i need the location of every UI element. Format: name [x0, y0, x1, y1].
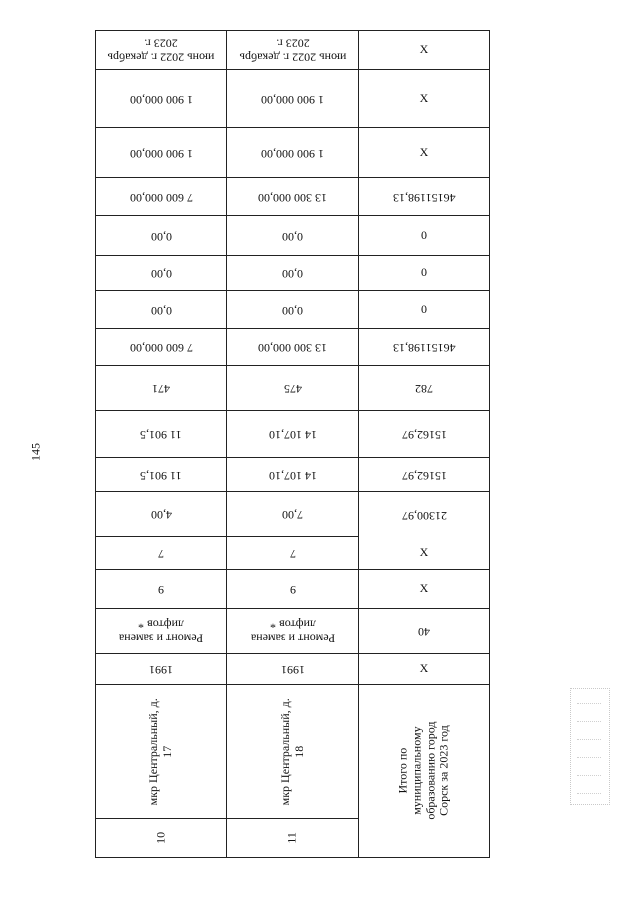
cell-text: 14 107,10	[268, 468, 317, 483]
table-cell	[95, 685, 227, 819]
table-cell	[227, 537, 359, 570]
cell-text: 0,00	[282, 303, 303, 318]
cell-text: 1 900 000,00	[129, 146, 193, 161]
table-cell	[359, 537, 490, 570]
cell-text: 0,00	[150, 266, 172, 281]
cell-text: 1 900 000,00	[261, 92, 324, 107]
page-number: 145	[28, 443, 43, 461]
cell-text: 782	[415, 381, 433, 396]
table-cell	[227, 654, 359, 685]
table-cell	[95, 366, 227, 411]
cell-text: 15162,97	[401, 427, 447, 442]
cell-text: 1991	[280, 662, 305, 677]
cell-text: X	[419, 581, 429, 596]
table-cell	[227, 70, 359, 128]
cell-text: 13 300 000,00	[258, 190, 327, 205]
cell-text: 13 300 000,00	[258, 340, 327, 355]
table-cell	[359, 570, 490, 609]
table-cell	[227, 685, 359, 819]
cell-text: 11	[284, 832, 299, 844]
table-cell	[227, 329, 359, 366]
cell-text: 46151198,13	[392, 190, 456, 205]
cell-text: 14 107,10	[268, 427, 317, 442]
table-cell	[359, 609, 490, 654]
table-cell	[95, 654, 227, 685]
cell-text: 7 600 000,00	[129, 190, 193, 205]
cell-text: 9	[158, 582, 164, 597]
table-cell	[95, 256, 227, 291]
table-cell	[227, 216, 359, 256]
cell-text: июнь 2022 г. декабрь 2023 г.	[239, 37, 346, 65]
cell-text: 0,00	[150, 229, 172, 244]
table-cell	[359, 411, 490, 458]
cell-text: 0,00	[282, 229, 303, 244]
cell-text: 15162,97	[401, 468, 447, 483]
table-cell	[359, 685, 490, 858]
cell-text: 46151198,13	[392, 340, 456, 355]
table-cell	[227, 128, 359, 178]
table-cell	[227, 411, 359, 458]
cell-text: 9	[289, 582, 296, 597]
table-cell	[95, 537, 227, 570]
table-cell	[227, 178, 359, 216]
cell-text: 10	[153, 831, 168, 844]
table-cell	[359, 178, 490, 216]
table-cell	[95, 291, 227, 329]
cell-text: X	[419, 42, 429, 57]
table-cell	[359, 291, 490, 329]
cell-text: июнь 2022 г. декабрь 2023 г.	[107, 37, 215, 65]
cell-text: 0	[421, 227, 427, 242]
cell-text: 4,00	[150, 507, 172, 522]
table-cell	[359, 256, 490, 291]
cell-text: 7 600 000,00	[129, 340, 193, 355]
cell-text: 7,00	[282, 507, 303, 522]
table-cell	[227, 291, 359, 329]
table-cell	[95, 492, 227, 537]
table-cell	[359, 458, 490, 492]
cell-text: 471	[152, 381, 170, 396]
cell-text: Итого по муниципальному образованию город Сорск за 2023 год	[395, 721, 451, 821]
cell-text: 11 901,5	[140, 468, 182, 483]
table-cell	[95, 609, 227, 654]
cell-text: мкр Центральный, д. 18	[277, 697, 306, 806]
cell-text: X	[419, 545, 429, 560]
table-cell	[95, 30, 227, 70]
cell-text: 0	[421, 301, 427, 316]
cell-text: 7	[289, 546, 296, 561]
table-cell	[95, 570, 227, 609]
table-cell	[359, 492, 490, 537]
table-cell	[359, 128, 490, 178]
table-cell	[95, 819, 227, 858]
cell-text: Ремонт и замена лифтов *	[118, 618, 204, 646]
table-cell	[359, 30, 490, 70]
table-cell	[95, 128, 227, 178]
cell-text: 1991	[149, 662, 173, 677]
cell-text: 7	[158, 546, 164, 561]
rotated-data-table	[95, 30, 490, 860]
table-cell	[359, 70, 490, 128]
cell-text: 1 900 000,00	[129, 92, 193, 107]
cell-text: X	[419, 144, 429, 159]
cell-text: мкр Центральный, д. 17	[146, 697, 174, 806]
cell-text: X	[419, 661, 429, 676]
cell-text: 0,00	[150, 303, 172, 318]
faint-stamp-mark	[570, 688, 610, 805]
cell-text: 40	[418, 624, 430, 639]
table-cell	[227, 458, 359, 492]
table-cell	[95, 178, 227, 216]
table-cell	[227, 570, 359, 609]
table-cell	[95, 70, 227, 128]
cell-text: 1 900 000,00	[261, 146, 324, 161]
cell-text: 475	[283, 381, 302, 396]
cell-text: 21300,97	[401, 508, 447, 523]
cell-text: 0	[421, 265, 427, 280]
table-cell	[359, 216, 490, 256]
table-cell	[227, 30, 359, 70]
table-cell	[227, 492, 359, 537]
table-cell	[227, 256, 359, 291]
table-cell	[227, 609, 359, 654]
table-cell	[95, 411, 227, 458]
table-cell	[95, 216, 227, 256]
table-cell	[95, 458, 227, 492]
cell-text: X	[419, 90, 429, 105]
table-cell	[359, 366, 490, 411]
table-cell	[359, 654, 490, 685]
cell-text: Ремонт и замена лифтов *	[250, 618, 335, 646]
table-cell	[227, 366, 359, 411]
table-cell	[95, 329, 227, 366]
cell-text: 11 901,5	[140, 427, 182, 442]
table-cell	[227, 819, 359, 858]
table-cell	[359, 329, 490, 366]
cell-text: 0,00	[282, 266, 303, 281]
